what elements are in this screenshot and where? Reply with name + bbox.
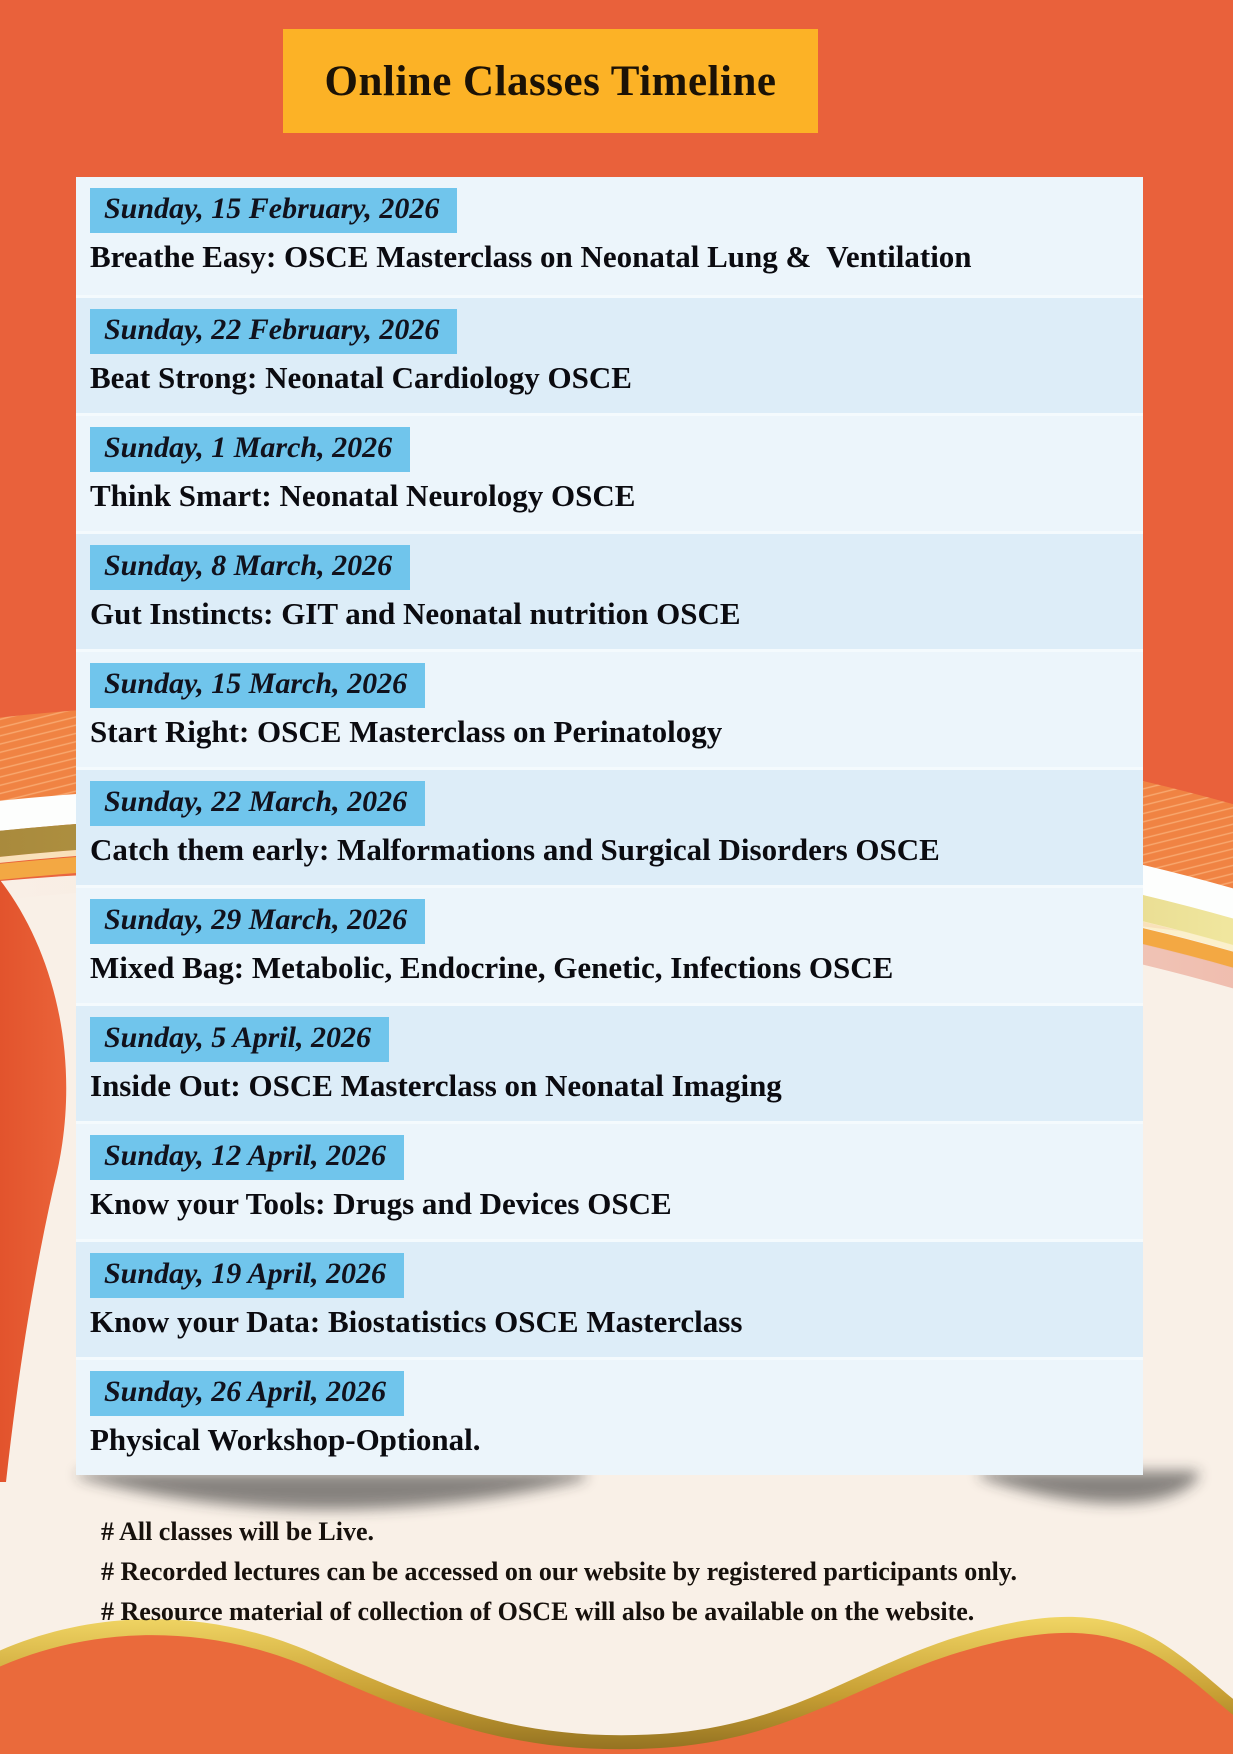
entry-title: Start Right: OSCE Masterclass on Perinatology	[90, 714, 723, 749]
entry-title: Know your Data: Biostatistics OSCE Masterclass	[90, 1304, 743, 1339]
schedule-panel	[76, 177, 1143, 1475]
entry-date-highlight: Sunday, 1 March, 2026	[90, 427, 410, 472]
entry-title: Gut Instincts: GIT and Neonatal nutrition OSCE	[90, 596, 741, 631]
entry-title: Physical Workshop-Optional.	[90, 1422, 481, 1457]
title-banner	[283, 29, 818, 133]
schedule-entry	[76, 1003, 1143, 1121]
entry-title: Think Smart: Neonatal Neurology OSCE	[90, 478, 636, 513]
entry-date-highlight: Sunday, 15 February, 2026	[90, 188, 457, 233]
entry-date-highlight: Sunday, 15 March, 2026	[90, 663, 425, 708]
entry-date-highlight: Sunday, 19 April, 2026	[90, 1253, 404, 1298]
schedule-entry	[76, 1357, 1143, 1475]
schedule-entry	[76, 295, 1143, 413]
schedule-entry	[76, 1121, 1143, 1239]
entry-title: Catch them early: Malformations and Surgical Disorders OSCE	[90, 832, 940, 867]
schedule-entry	[76, 767, 1143, 885]
note-line: # Recorded lectures can be accessed on our website by registered participants only.	[101, 1557, 1017, 1586]
note-line: # All classes will be Live.	[101, 1517, 374, 1546]
entry-title: Breathe Easy: OSCE Masterclass on Neonatal Lung & Ventilation	[90, 239, 972, 274]
entry-title: Beat Strong: Neonatal Cardiology OSCE	[90, 360, 632, 395]
notes-section	[101, 1512, 1161, 1632]
schedule-entry	[76, 885, 1143, 1003]
schedule-entry	[76, 1239, 1143, 1357]
schedule-entry	[76, 413, 1143, 531]
entry-date-highlight: Sunday, 22 February, 2026	[90, 309, 457, 354]
entry-title: Inside Out: OSCE Masterclass on Neonatal Imaging	[90, 1068, 782, 1103]
entry-title: Mixed Bag: Metabolic, Endocrine, Genetic, Infections OSCE	[90, 950, 894, 985]
schedule-entry	[76, 649, 1143, 767]
poster-title: Online Classes Timeline	[324, 57, 777, 105]
schedule-entry	[76, 177, 1143, 295]
entry-date-highlight: Sunday, 22 March, 2026	[90, 781, 425, 826]
entry-date-highlight: Sunday, 12 April, 2026	[90, 1135, 404, 1180]
note-line: # Resource material of collection of OSCE will also be available on the website.	[101, 1597, 975, 1626]
entry-date-highlight: Sunday, 26 April, 2026	[90, 1371, 404, 1416]
entry-date-highlight: Sunday, 29 March, 2026	[90, 899, 425, 944]
entry-date-highlight: Sunday, 5 April, 2026	[90, 1017, 389, 1062]
schedule-entry	[76, 531, 1143, 649]
entry-title: Know your Tools: Drugs and Devices OSCE	[90, 1186, 672, 1221]
entry-date-highlight: Sunday, 8 March, 2026	[90, 545, 410, 590]
